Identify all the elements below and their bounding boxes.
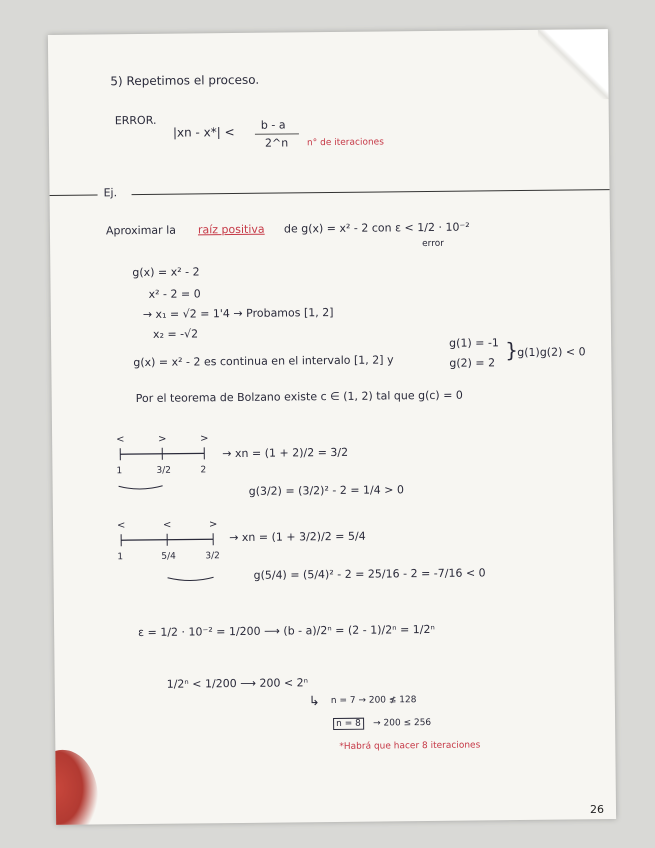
page-number: 26: [590, 803, 604, 816]
equation-3: x₂ = -√2: [152, 327, 199, 341]
prompt-suffix: de g(x) = x² - 2 con ε < 1/2 · 10⁻²: [283, 220, 470, 236]
bolzano-statement: Por el teorema de Bolzano existe c ∈ (1, 2) tal que g(c) = 0: [135, 388, 463, 406]
iter1-midpoint: → xn = (1 + 2)/2 = 3/2: [222, 445, 349, 461]
iter2-midpoint: → xn = (1 + 3/2)/2 = 5/4: [229, 529, 366, 545]
svg-text:<: <: [162, 519, 172, 531]
error-note: n° de iteraciones: [306, 137, 384, 149]
prompt-highlight: raíz positiva: [197, 222, 265, 237]
equation-2: → x₁ = √2 = 1'4 → Probamos [1, 2]: [142, 305, 334, 321]
hook-arrow: ↳: [308, 694, 320, 710]
equation-1: x² - 2 = 0: [148, 287, 201, 301]
brace: }: [505, 338, 519, 363]
g-of-2: g(2) = 2: [449, 356, 496, 370]
function-def: g(x) = x² - 2: [132, 265, 200, 280]
try-n8-result: → 200 ≤ 256: [373, 717, 432, 729]
svg-text:>: >: [208, 519, 218, 531]
try-n7: n = 7 → 200 ≰ 128: [330, 695, 417, 707]
divider-right: [132, 189, 610, 195]
notebook-page: [48, 29, 616, 825]
svg-text:<: <: [116, 520, 126, 532]
tick-1-a: 1: [116, 466, 123, 477]
tick-1-b: 3/2: [156, 465, 171, 476]
step-5: 5) Repetimos el proceso.: [110, 72, 260, 89]
finger-thumb: [48, 749, 98, 824]
iter2-gvalue: g(5/4) = (5/4)² - 2 = 25/16 - 2 = -7/16 < 0: [253, 566, 486, 582]
error-numerator: b - a: [260, 118, 286, 132]
conclusion: *Habrá que hacer 8 iteraciones: [339, 740, 481, 752]
svg-text:<: <: [116, 434, 125, 446]
number-line-1: [112, 433, 213, 494]
error-denominator: 2^n: [264, 136, 289, 150]
page-fold: [538, 29, 609, 100]
fraction-bar: [255, 133, 299, 134]
sign-product: g(1)g(2) < 0: [517, 345, 586, 360]
svg-text:>: >: [200, 433, 209, 445]
tick-2-c: 3/2: [205, 551, 220, 562]
try-n8-box: n = 8: [333, 718, 364, 730]
error-label: ERROR.: [114, 113, 157, 128]
g-of-1: g(1) = -1: [449, 336, 499, 350]
svg-text:>: >: [158, 433, 167, 445]
epsilon-equation: ε = 1/2 · 10⁻² = 1/200 ⟶ (b - a)/2ⁿ = (2 - 1)/2ⁿ = 1/2ⁿ: [138, 622, 435, 640]
tick-2-a: 1: [117, 552, 124, 563]
continuity-statement: g(x) = x² - 2 es continua en el intervalo [1, 2] y: [133, 353, 394, 370]
inequality: 1/2ⁿ < 1/200 ⟶ 200 < 2ⁿ: [166, 676, 309, 691]
tick-2-b: 5/4: [161, 551, 176, 562]
example-label: Ej.: [103, 186, 118, 200]
prompt-prefix: Aproximar la: [105, 223, 177, 238]
epsilon-note: error: [422, 238, 444, 250]
iter1-gvalue: g(3/2) = (3/2)² - 2 = 1/4 > 0: [248, 483, 404, 498]
error-lhs: |xn - x*| <: [172, 125, 235, 140]
divider-left: [50, 194, 98, 196]
tick-1-c: 2: [200, 465, 207, 476]
